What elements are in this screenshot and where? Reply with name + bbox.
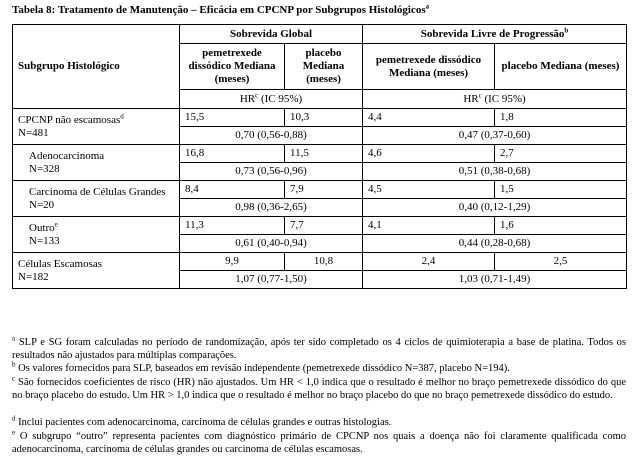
os-hr-value: 0,98 (0,36-2,65) xyxy=(180,199,363,217)
pfs-pem-value: 4,5 xyxy=(363,181,495,199)
pfs-pem-value: 4,1 xyxy=(363,217,495,235)
os-hr-value: 0,73 (0,56-0,96) xyxy=(180,163,363,181)
subgroup-cell: Outro$^e$ N=133 xyxy=(13,217,180,253)
os-pem-value: 16,8 xyxy=(180,145,285,163)
pfs-pem-value: 4,4 xyxy=(363,109,495,127)
pfs-hr-value: 1,03 (0,71-1,49) xyxy=(363,271,627,289)
subgroup-cell: Células Escamosas N=182 xyxy=(13,253,180,289)
os-placebo-value: 10,8 xyxy=(285,253,363,271)
pfs-hr-header: $HR^c$ (IC 95%) xyxy=(363,90,627,109)
os-placebo-value: 10,3 xyxy=(285,109,363,127)
os-placebo-value: 7,9 xyxy=(285,181,363,199)
table-row xyxy=(13,253,627,271)
os-pem-value: 11,3 xyxy=(180,217,285,235)
header-row-1 xyxy=(13,25,627,44)
os-header: Sobrevida Global xyxy=(180,25,363,44)
footnote-e: $^e$ O subgrupo “outro” representa pacientes com diagnóstico primário de CPCNP nos quais a doença não foi claramente qualificada como adenocarcinoma, carcinoma de células grandes ou carcinoma de células escamosas. xyxy=(12,428,626,455)
footnote-a: $^a$ SLP e SG foram calculadas no período de randomização, após ter sido completado os 4 ciclos de quimioterapia a base de platina. Todos os resultados não ajustados para múltiplas comparações. xyxy=(12,334,626,361)
pfs-placebo-header: placebo Mediana (meses) xyxy=(495,44,627,90)
pfs-placebo-value: 2,7 xyxy=(495,145,627,163)
footnote-b: $^b$ Os valores fornecidos para SLP, baseados em revisão independente (pemetrexede dissódico N=387, placebo N=194). xyxy=(12,360,510,374)
subgroup-cell: Carcinoma de Células Grandes N=20 xyxy=(13,181,180,217)
os-pem-value: 15,5 xyxy=(180,109,285,127)
subgroup-cell: CPCNP não escamosas$^d$ N=481 xyxy=(13,109,180,145)
efficacy-table xyxy=(12,24,627,289)
table-title: Tabela 8: Tratamento de Manutenção – Eficácia em CPCNP por Subgrupos Histológicos$^a$ xyxy=(12,2,430,16)
pfs-header: Sobrevida Livre de Progressão$^b$ xyxy=(363,25,627,44)
pfs-pem-header: pemetrexede dissódico Mediana (meses) xyxy=(363,44,495,90)
pfs-hr-value: 0,51 (0,38-0,68) xyxy=(363,163,627,181)
pfs-pem-value: 2,4 xyxy=(363,253,495,271)
os-placebo-value: 11,5 xyxy=(285,145,363,163)
pfs-hr-value: 0,40 (0,12-1,29) xyxy=(363,199,627,217)
os-placebo-header: placebo Mediana (meses) xyxy=(285,44,363,90)
pfs-hr-value: 0,44 (0,28-0,68) xyxy=(363,235,627,253)
pfs-hr-value: 0,47 (0,37-0,60) xyxy=(363,127,627,145)
os-placebo-value: 7,7 xyxy=(285,217,363,235)
table-row xyxy=(13,145,627,163)
pfs-placebo-value: 2,5 xyxy=(495,253,627,271)
os-hr-value: 0,61 (0,40-0,94) xyxy=(180,235,363,253)
os-hr-header: $HR^c$ (IC 95%) xyxy=(180,90,363,109)
table-row xyxy=(13,181,627,199)
pfs-pem-value: 4,6 xyxy=(363,145,495,163)
footnote-d: $^d$ Inclui pacientes com adenocarcinoma, carcinoma de células grandes e outras histologias. xyxy=(12,414,392,428)
os-pem-value: 9,9 xyxy=(180,253,285,271)
pfs-placebo-value: 1,8 xyxy=(495,109,627,127)
os-hr-value: 1,07 (0,77-1,50) xyxy=(180,271,363,289)
os-pem-value: 8,4 xyxy=(180,181,285,199)
table-row xyxy=(13,109,627,127)
pfs-placebo-value: 1,6 xyxy=(495,217,627,235)
pfs-placebo-value: 1,5 xyxy=(495,181,627,199)
os-pem-header: pemetrexede dissódico Mediana (meses) xyxy=(180,44,285,90)
os-hr-value: 0,70 (0,56-0,88) xyxy=(180,127,363,145)
footnote-c: $^c$ São fornecidos coeficientes de risco (HR) não ajustados. Um HR < 1,0 indica que o resultado é melhor no braço pemetrexede dissódico do que no braço placebo do estudo. Um HR > 1,0 indica que o resultado é melhor no braço placebo do que no braço pemetrexede dissódico do estudo. xyxy=(12,374,626,401)
subgroup-cell: Adenocarcinoma N=328 xyxy=(13,145,180,181)
subgroup-header: Subgrupo Histológico xyxy=(13,25,180,109)
table-row xyxy=(13,217,627,235)
